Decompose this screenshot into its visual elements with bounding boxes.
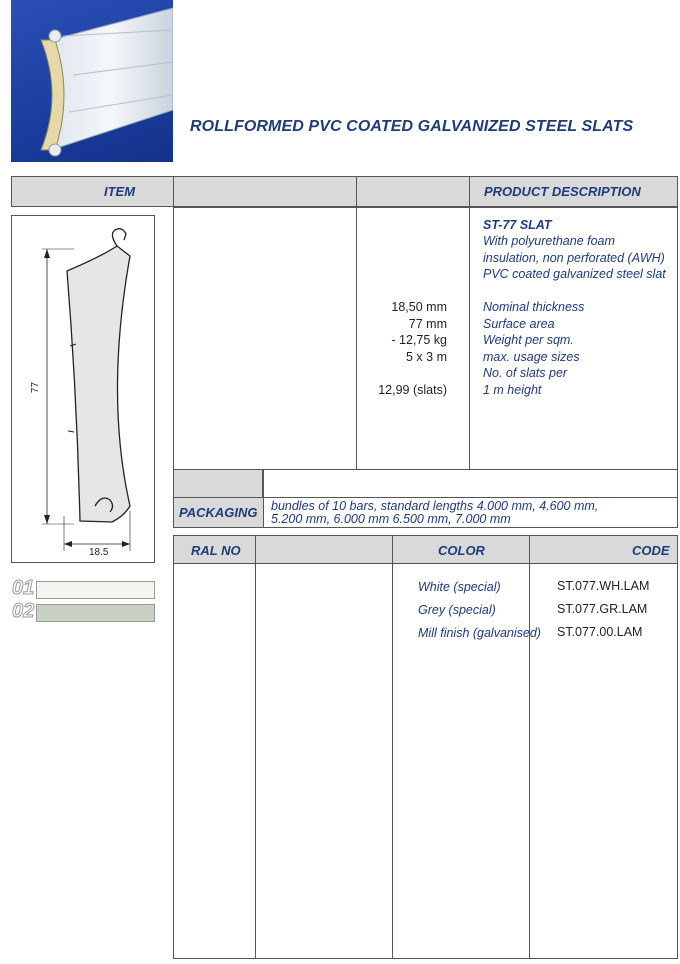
spec-label: Surface area xyxy=(483,317,555,331)
spec-label: Nominal thickness xyxy=(483,300,585,314)
color-table-header xyxy=(173,535,678,564)
spec-label: Weight per sqm. xyxy=(483,333,574,347)
spec-value: 12,99 (slats) xyxy=(378,383,447,397)
packaging-label: PACKAGING xyxy=(179,505,258,520)
header-product-description: PRODUCT DESCRIPTION xyxy=(484,184,641,199)
spacer-header-cell xyxy=(173,470,263,498)
swatch-label-01: 01 xyxy=(12,577,35,599)
spec-label: No. of slats per xyxy=(483,366,568,380)
header-item: ITEM xyxy=(104,184,136,199)
spec-label: 1 m height xyxy=(483,383,542,397)
color-swatch-02 xyxy=(36,604,155,622)
slat-photo-icon xyxy=(11,0,173,162)
packaging-line: bundles of 10 bars, standard lengths 4.000 mm, 4.600 mm, xyxy=(271,499,599,513)
page-title: ROLLFORMED PVC COATED GALVANIZED STEEL SLATS xyxy=(190,118,634,135)
drawing-width-label: 18.5 xyxy=(89,547,109,558)
swatch-label-02: 02 xyxy=(12,600,35,622)
product-description-line: With polyurethane foam xyxy=(483,234,615,248)
spec-value: - 12,75 kg xyxy=(391,333,447,347)
product-name: ST-77 SLAT xyxy=(483,218,552,232)
packaging-line: 5.200 mm, 6.000 mm 6.500 mm, 7.000 mm xyxy=(271,512,511,526)
color-name: White (special) xyxy=(418,580,501,594)
color-swatch-01 xyxy=(36,581,155,599)
header-ral-no: RAL NO xyxy=(191,543,241,558)
color-name: Grey (special) xyxy=(418,603,496,617)
color-code: ST.077.GR.LAM xyxy=(557,602,648,616)
slat-drawing xyxy=(11,215,155,563)
product-description-line: PVC coated galvanized steel slat xyxy=(483,267,666,281)
color-code: ST.077.WH.LAM xyxy=(557,579,650,593)
spec-value: 5 x 3 m xyxy=(406,350,447,364)
product-description-line: insulation, non perforated (AWH) xyxy=(483,251,665,265)
color-name: Mill finish (galvanised) xyxy=(418,626,541,640)
spec-value: 77 mm xyxy=(408,317,447,331)
color-table-body xyxy=(173,563,678,959)
product-photo xyxy=(11,0,173,162)
header-code: CODE xyxy=(632,543,670,558)
spec-value: 18,50 mm xyxy=(391,300,447,314)
drawing-height-label: 77 xyxy=(30,381,42,394)
spec-label: max. usage sizes xyxy=(483,350,580,364)
color-code: ST.077.00.LAM xyxy=(557,625,643,639)
header-color: COLOR xyxy=(438,543,485,558)
